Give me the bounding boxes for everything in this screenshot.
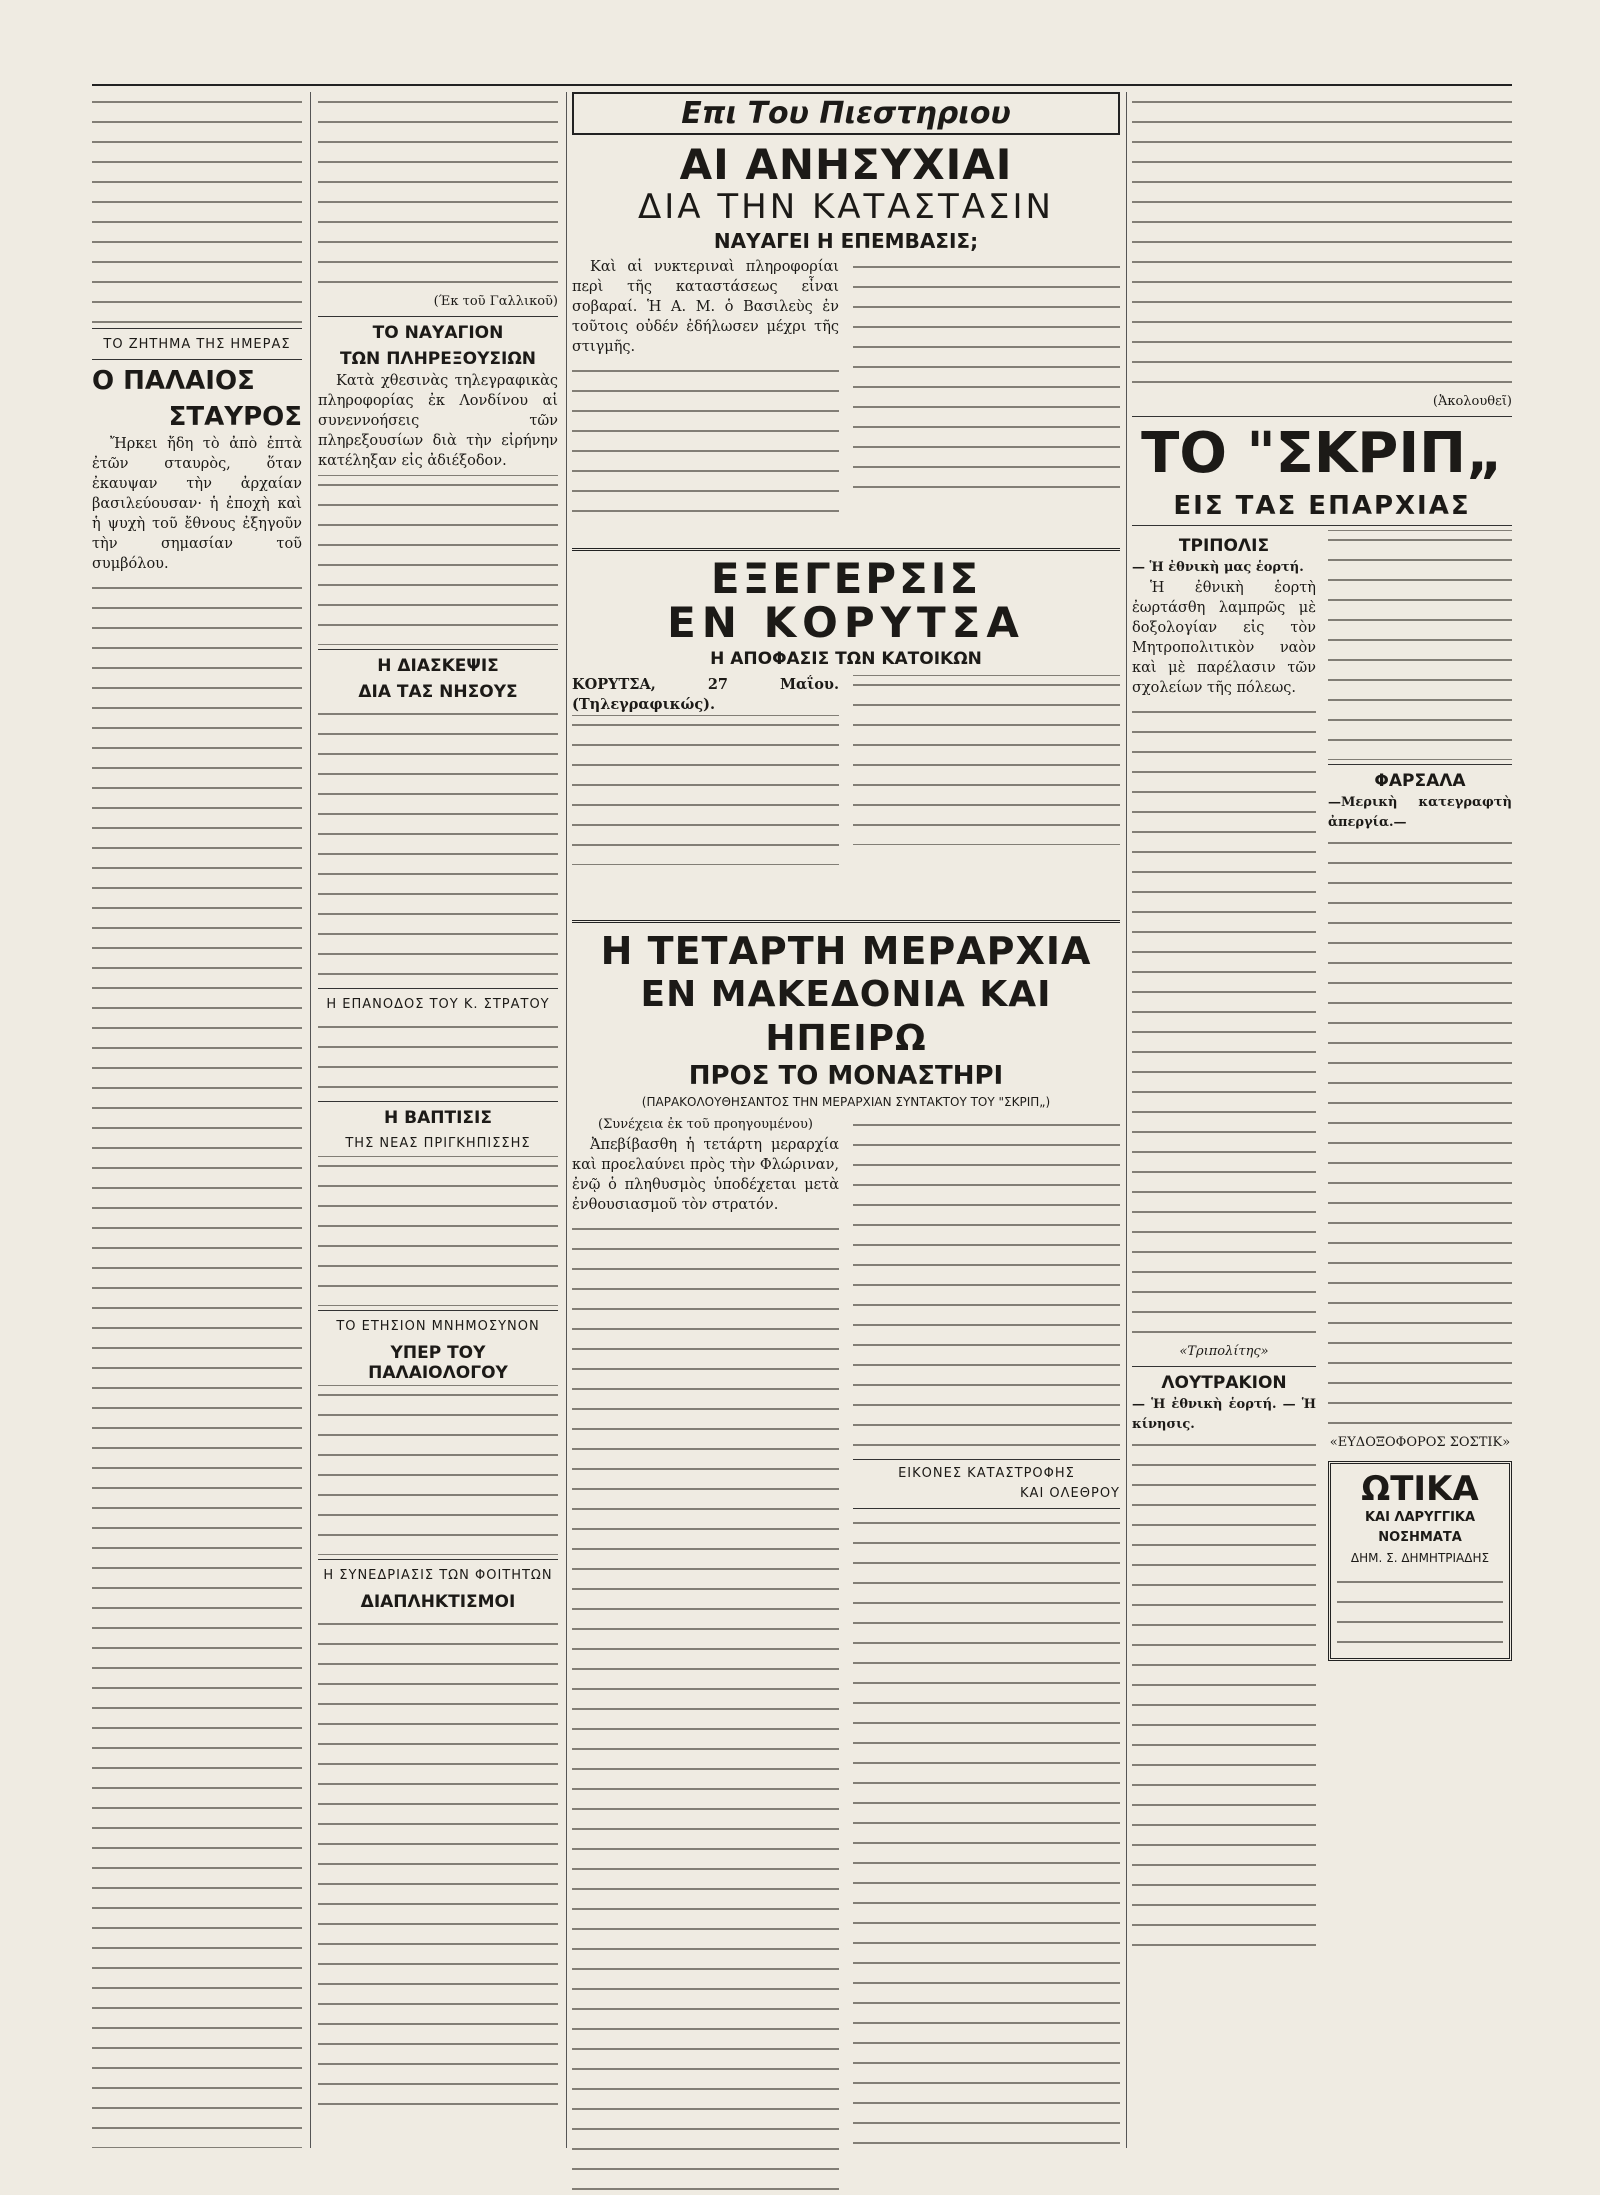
col2-head-1: ΤΟ ΝΑΥΑΓΙΟΝ	[372, 323, 504, 343]
headline3-deck: ΠΡΟΣ ΤΟ ΜΟΝΑΣΤΗΡΙ	[688, 1061, 1004, 1091]
subhead-catastrophe: ΕΙΚΟΝΕΣ ΚΑΤΑΣΤΡΟΦΗΣ	[898, 1466, 1075, 1481]
col2-source: (Έκ τοῦ Γαλλικοῦ)	[433, 294, 558, 309]
place-1-sub: — Ἡ ἐθνικὴ μας ἑορτή.	[1132, 560, 1304, 575]
ad-title: ΩΤΙΚΑ	[1361, 1469, 1479, 1509]
place-1-paragraph: Ἡ ἐθνικὴ ἑορτὴ ἐωρτάσθη λαμπρῶς μὲ δοξολογίαν εἰς τὸν Μητροπολιτικὸν ναὸν καὶ μὲ παρέλασιν τῶν σχολείων τῆς πόλεως.	[1132, 580, 1316, 696]
divider	[1132, 1366, 1316, 1367]
headline1-paragraph: Καὶ αἱ νυκτεριναὶ πληροφορίαι περὶ τῆς καταστάσεως εἶναι σοβαραί. Ἡ Α. Μ. ὁ Βασιλεὺς ἐν τοῦτοις οὐδέν ἐδήλωσεν μέχρι τῆς στιγμῆς.	[572, 259, 839, 355]
col2-head-5b: ΥΠΕΡ ΤΟΥ ΠΑΛΑΙΟΛΟΓΟΥ	[368, 1343, 508, 1383]
column-rule	[566, 92, 567, 2148]
column-2-text-top	[318, 92, 558, 292]
text-lines	[853, 675, 1120, 845]
right-head-1: ΤΟ "ΣΚΡΙΠ„	[1141, 421, 1503, 486]
headline2-sub: ΕΝ ΚΟΡΥΤΣΑ	[667, 598, 1025, 647]
col2-head-1b: ΤΩΝ ΠΛΗΡΕΞΟΥΣΙΩΝ	[340, 349, 536, 369]
text-lines	[572, 715, 839, 865]
place-3: ΛΟΥΤΡΑΚΙΟΝ	[1161, 1373, 1287, 1393]
headline2-deck: Η ΑΠΟΦΑΣΙΣ ΤΩΝ ΚΑΤΟΙΚΩΝ	[710, 649, 982, 669]
right-continued: (Ἀκολουθεῖ)	[1432, 394, 1512, 409]
text-lines	[1132, 702, 1316, 1342]
divider	[853, 1508, 1120, 1509]
text-lines	[1328, 833, 1512, 1433]
col1-title: Ο ΠΑΛΑΙΟΣ	[92, 366, 255, 396]
text-lines	[1132, 1435, 1316, 1955]
col2-head-4: Η ΒΑΠΤΙΣΙΣ	[384, 1108, 492, 1128]
divider	[92, 328, 302, 329]
column-2-text	[318, 1017, 558, 1097]
right-col-b	[1328, 530, 1512, 1955]
right-head-1b: ΕΙΣ ΤΑΣ ΕΠΑΡΧΙΑΣ	[1173, 491, 1471, 521]
headline1-sub: ΔΙΑ ΤΗΝ ΚΑΤΑΣΤΑΣΙΝ	[638, 187, 1054, 227]
headline2-body	[572, 675, 1120, 865]
masthead-section: Επι Του Πιεστηριου	[572, 92, 1120, 135]
subhead-catastrophe-2: ΚΑΙ ΟΛΕΘΡΟΥ	[1020, 1486, 1120, 1501]
divider	[318, 649, 558, 650]
divider	[1132, 525, 1512, 526]
col1-topic: ΤΟ ΖΗΤΗΜΑ ΤΗΣ ΗΜΕΡΑΣ	[103, 337, 291, 352]
advertisement	[1328, 1461, 1512, 1661]
col2-head-2: Η ΔΙΑΣΚΕΨΙΣ	[377, 656, 499, 676]
column-right	[1132, 92, 1512, 2148]
divider	[853, 1459, 1120, 1460]
center-block-3	[572, 920, 1120, 2151]
divider	[318, 988, 558, 989]
top-rule	[92, 84, 1512, 86]
divider	[318, 1101, 558, 1102]
headline1-title: ΑΙ ΑΝΗΣΥΧΙΑΙ	[679, 140, 1013, 189]
headline3-paragraph: Ἀπεβίβασθη ἡ τετάρτη μεραρχία καὶ προελαύνει πρὸς τὴν Φλώριναν, ἐνῷ ὁ πληθυσμὸς ὑποδέχεται μετὰ ἐνθουσιασμοῦ τὸν στρατόν.	[572, 1137, 839, 1213]
ad-sub: ΚΑΙ ΛΑΡΥΓΓΙΚΑ ΝΟΣΗΜΑΤΑ	[1364, 1510, 1476, 1545]
column-2	[318, 92, 558, 2148]
column-rule	[1126, 92, 1127, 2148]
headline3-body	[572, 1115, 1120, 2195]
column-1-text-body	[92, 578, 302, 2148]
place-2-sub: —Μερικὴ κατεγραφτὴ ἀπεργία.—	[1328, 795, 1512, 830]
col2-head-5: ΤΟ ΕΤΗΣΙΟΝ ΜΝΗΜΟΣΥΝΟΝ	[336, 1319, 540, 1334]
column-2-text	[318, 704, 558, 984]
column-2-text	[318, 475, 558, 645]
right-signoff: «ΕΥΔΟΞΟΦΟΡΟΣ ΣΟΣΤΙΚ»	[1329, 1435, 1511, 1450]
divider	[318, 1559, 558, 1560]
headline1-deck: ΝΑΥΑΓΕΙ Η ΕΠΕΜΒΑΣΙΣ;	[713, 229, 979, 253]
right-text-top	[1132, 92, 1512, 392]
ad-name: ΔΗΜ. Σ. ΔΗΜΗΤΡΙΑΔΗΣ	[1350, 1551, 1490, 1565]
text-lines	[853, 1513, 1120, 2153]
place-3-sub: — Ἡ ἐθνικὴ ἑορτή. — Ἡ κίνησις.	[1132, 1397, 1316, 1432]
headline3-note: (ΠΑΡΑΚΟΛΟΥΘΗΣΑΝΤΟΣ ΤΗΝ ΜΕΡΑΡΧΙΑΝ ΣΥΝΤΑΚΤΟΥ ΤΟΥ "ΣΚΡΙΠ„)	[641, 1095, 1051, 1109]
col2-head-6b: ΔΙΑΠΛΗΚΤΙΣΜΟΙ	[360, 1592, 516, 1612]
column-2-text	[318, 1385, 558, 1555]
col2-head-3: Η ΕΠΑΝΟΔΟΣ ΤΟΥ Κ. ΣΤΡΑΤΟΥ	[326, 997, 550, 1012]
city-sign: «Τριπολίτης»	[1179, 1344, 1269, 1359]
col1-lead-paragraph: Ἤρκει ἤδη τὸ ἀπὸ ἑπτὰ ἐτῶν σταυρὸς, ὅταν ἐκαυψαν τὴν ἀρχαίαν βασιλεύουσαν· ἡ ἐποχὴ καὶ ἡ ψυχὴ τοῦ ἔθνους ἐξηγοῦν τὴν σημασίαν τοῦ συμβόλου.	[92, 436, 302, 572]
divider	[318, 1310, 558, 1311]
column-rule	[310, 92, 311, 2148]
text-lines	[572, 1219, 839, 2195]
column-1-text-top	[92, 92, 302, 324]
column-2-text	[318, 1156, 558, 1306]
text-lines	[572, 361, 839, 521]
headline3-lead: (Συνέχεια ἐκ τοῦ προηγουμένου)	[598, 1117, 813, 1132]
ad-text	[1337, 1572, 1503, 1652]
col1-title-2: ΣΤΑΥΡΟΣ	[168, 402, 302, 432]
text-lines	[853, 257, 1120, 497]
place-2: ΦΑΡΣΑΛΑ	[1374, 771, 1466, 791]
text-lines	[853, 1115, 1120, 1455]
center-block-2	[572, 548, 1120, 865]
headline1-body	[572, 257, 1120, 521]
col2-head-4b: ΤΗΣ ΝΕΑΣ ΠΡΙΓΚΗΠΙΣΣΗΣ	[345, 1136, 531, 1151]
headline2-title: ΕΞΕΓΕΡΣΙΣ	[710, 554, 982, 603]
right-col-a	[1132, 530, 1316, 1955]
col2-head-2b: ΔΙΑ ΤΑΣ ΝΗΣΟΥΣ	[358, 682, 518, 702]
divider	[92, 359, 302, 360]
place-1: ΤΡΙΠΟΛΙΣ	[1178, 536, 1270, 556]
headline3-title: Η ΤΕΤΑΡΤΗ ΜΕΡΑΡΧΙΑ	[600, 929, 1092, 973]
divider	[318, 316, 558, 317]
headline3-sub: ΕΝ ΜΑΚΕΔΟΝΙΑ ΚΑΙ ΗΠΕΙΡΩ	[640, 974, 1052, 1059]
text-lines	[1328, 530, 1512, 760]
right-two-col	[1132, 530, 1512, 1955]
col2-head-6: Η ΣΥΝΕΔΡΙΑΣΙΣ ΤΩΝ ΦΟΙΤΗΤΩΝ	[323, 1568, 553, 1583]
col2-paragraph: Κατὰ χθεσινὰς τηλεγραφικὰς πληροφορίας ἐκ Λονδίνου αἱ συνεννοήσεις τῶν πληρεξουσίων διὰ τὴν εἰρήνην κατέληξαν εἰς ἀδιέξοδον.	[318, 373, 558, 469]
column-1	[92, 92, 302, 2148]
divider	[1328, 764, 1512, 765]
column-2-text	[318, 1614, 558, 2114]
headline2-dateline: ΚΟΡΥΤΣΑ, 27 Μαΐου. (Τηλεγραφικώς).	[572, 676, 839, 713]
center-block-1	[572, 92, 1120, 521]
divider	[1132, 416, 1512, 417]
